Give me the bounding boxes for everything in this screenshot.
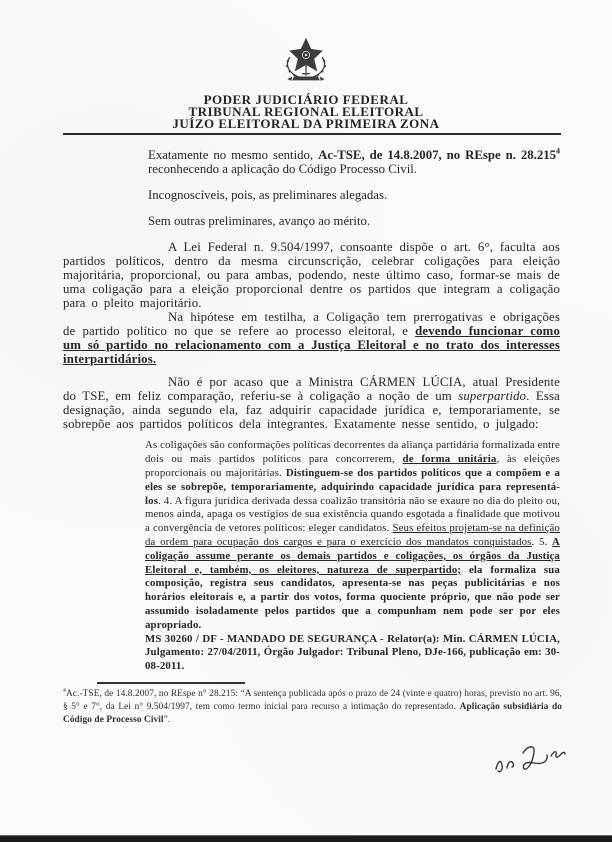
letterhead-line-3: JUÍZO ELEITORAL DA PRIMEIRA ZONA <box>172 115 440 131</box>
header-divider <box>63 133 561 135</box>
letterhead-line-1: PODER JUDICIÁRIO FEDERAL <box>203 92 409 107</box>
quote-citation: MS 30260 / DF - MANDADO DE SEGURANÇA - Relator(a): Min. CÁRMEN LÚCIA, Julgamento: 27/04/2011, Órgão Julgador: Tribunal Pleno, DJe-166, publicação em: 30-08-2011. <box>145 632 560 673</box>
document-body <box>0 148 612 674</box>
scan-bottom-edge <box>0 835 612 842</box>
paragraph-coligacao-prerrogativas: Na hipótese em testilha, a Coligação tem prerrogativas e obrigações de partido político no que se refere ao processo eleitoral, e devendo funcionar como um só partido no relacionamento com a Justiça Eleitoral e no trato dos interesses interpartidários. <box>63 310 560 367</box>
footnote-divider <box>97 682 245 684</box>
footnote-area <box>0 682 612 726</box>
paragraph-merito: Sem outras preliminares, avanço ao mérito. <box>148 214 371 229</box>
letterhead <box>0 94 612 129</box>
quote-text: As coligações são conformações políticas decorrentes da aliança partidária formalizada entre dois ou mais partidos políticos para concorrerem, de forma unitária, às eleições proporcionais ou majoritárias. Distinguem-se dos partidos políticos que a compõem e a eles se sobrepõe, temporariamente, adquirindo capacidade jurídica para representá-los. 4. A figura jurídica derivada dessa coalizão transitória não se exaure no dia do pleito ou, menos ainda, apaga os vestígios de sua existência quando esgotada a finalidade que motivou a convergência de vetores políticos: eleger candidatos. Seus efeitos projetam-se na definição da ordem para ocupação dos cargos e para o exercício dos mandatos conquistados. 5. A coligação assume perante os demais partidos e coligações, os órgãos da Justiça Eleitoral e, também, os eleitores, natureza de superpartido; ela formaliza sua composição, registra seus candidatos, apresenta-se nas peças publicitárias e nos horários eleitorais e, a partir dos votos, forma quociente próprio, que não pode ser assumido isoladamente pelos partidos que a compunham nem pode ser por eles apropriado. <box>145 439 561 631</box>
paragraph-carmen-lucia: Não é por acaso que a Ministra CÁRMEN LÚCIA, atual Presidente do TSE, em feliz comparação, referiu-se à coligação a noção de um superpartido. Essa designação, ainda segundo ela, faz adquirir capacidade jurídica e, temporariamente, se sobrepõe aos partidos políticos dela integrantes. Exatamente nesse sentido, o julgado: <box>63 375 560 432</box>
paragraph-lei-federal: A Lei Federal n. 9.504/1997, consoante dispõe o art. 6°, faculta aos partidos políticos, dentro da mesma circunscrição, celebrar coligações para eleição majoritária, proporcional, ou para ambas, podendo, neste último caso, formar-se mais de uma coligação para a eleição proporcional dentre os partidos que integram a coligação para o pleito majoritário. <box>63 240 560 311</box>
blockquote-julgado <box>145 439 560 674</box>
paragraph-citation-intro: Exatamente no mesmo sentido, Ac-TSE, de 14.8.2007, no REspe n. 28.215$^4$ reconhecendo a aplicação do Código Processo Civil. <box>148 147 560 177</box>
letterhead-line-2: TRIBUNAL REGIONAL ELEITORAL <box>188 103 424 119</box>
paragraph-preliminares: Incognoscíveis, pois, as preliminares alegadas. <box>148 188 388 203</box>
footnote-text: $^4$Ac.-TSE, de 14.8.2007, no REspe n° 28.215: “A sentença publicada após o prazo de 24 (vinte e quatro) horas, previsto no art. 96, § 5° e 7°, da Lei n° 9.504/1997, tem como termo inicial para recurso a intimação do representado. Aplicação subsidiária do Código de Processo Civil”. <box>63 687 562 725</box>
emblem-container <box>0 0 612 91</box>
handwritten-signature-scribble <box>490 742 580 788</box>
brazil-coat-of-arms-icon <box>280 36 332 86</box>
